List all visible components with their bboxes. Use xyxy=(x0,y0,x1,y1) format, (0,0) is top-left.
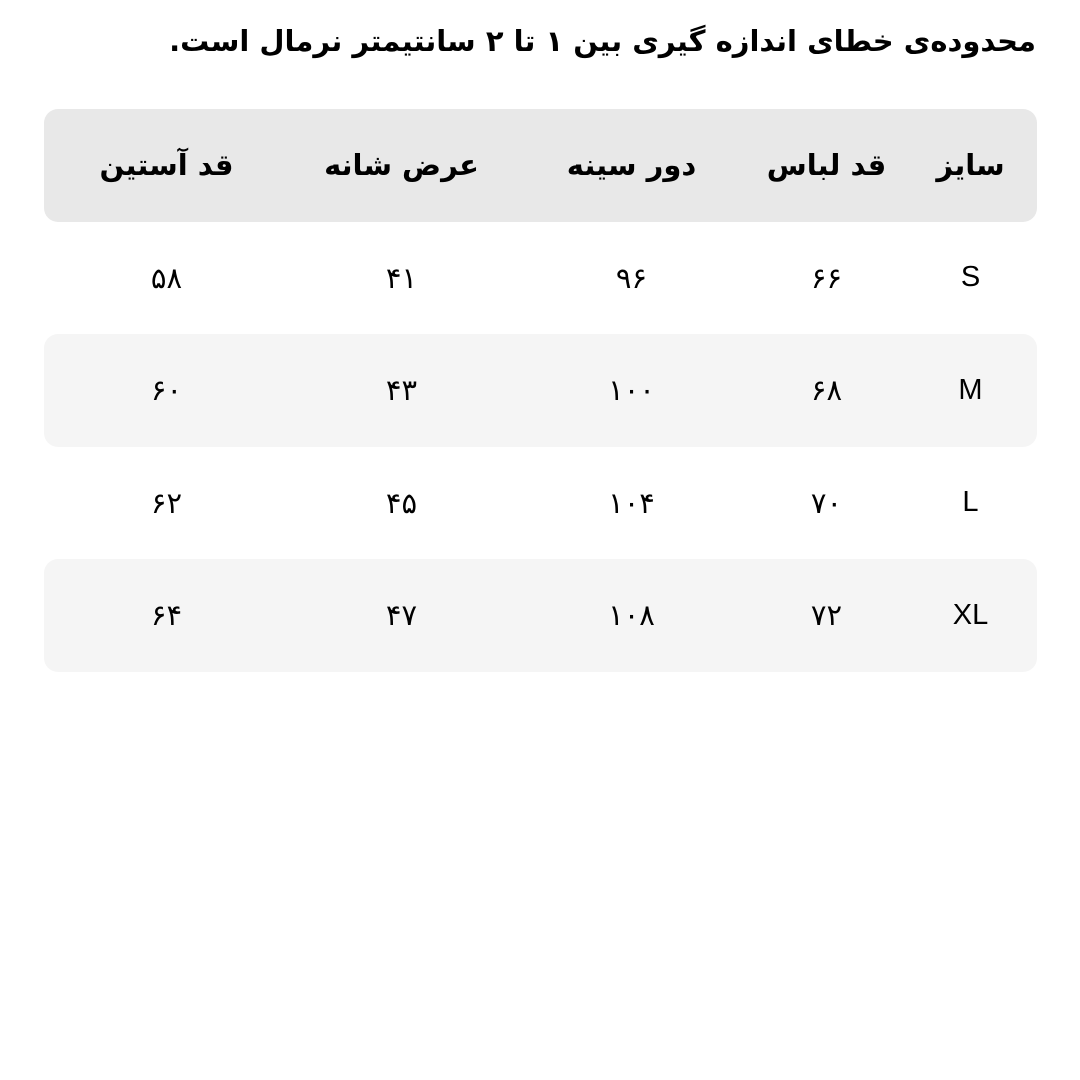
sleeve-length-value: ۶۲ xyxy=(150,485,183,520)
table-row xyxy=(44,222,1037,335)
header-garment-length: قد لباس xyxy=(766,148,887,183)
table-header-row xyxy=(44,109,1037,222)
size-value: M xyxy=(958,373,983,406)
chest-value: ۱۰۸ xyxy=(608,598,655,633)
table-row xyxy=(44,559,1037,672)
sleeve-length-value: ۵۸ xyxy=(150,260,183,295)
header-chest: دور سینه xyxy=(566,148,697,183)
sleeve-length-value: ۶۴ xyxy=(150,598,183,633)
shoulder-width-value: ۴۵ xyxy=(385,485,418,520)
garment-length-value: ۶۶ xyxy=(810,260,843,295)
chest-value: ۱۰۴ xyxy=(608,485,655,520)
garment-length-value: ۶۸ xyxy=(810,373,843,408)
header-shoulder-width: عرض شانه xyxy=(324,148,479,183)
shoulder-width-value: ۴۱ xyxy=(385,260,418,295)
shoulder-width-value: ۴۷ xyxy=(385,598,418,633)
measurement-error-note: محدوده‌ی خطای اندازه گیری بین ۱ تا ۲ سانتیمتر نرمال است. xyxy=(169,24,1036,58)
size-value: XL xyxy=(952,598,989,631)
size-chart-table xyxy=(44,109,1037,672)
chest-value: ۹۶ xyxy=(615,260,648,295)
garment-length-value: ۷۰ xyxy=(810,485,843,520)
size-value: L xyxy=(962,486,979,519)
sleeve-length-value: ۶۰ xyxy=(150,373,183,408)
shoulder-width-value: ۴۳ xyxy=(385,373,418,408)
table-row xyxy=(44,334,1037,447)
table-row xyxy=(44,447,1037,560)
header-size: سایز xyxy=(936,148,1005,183)
chest-value: ۱۰۰ xyxy=(608,373,655,408)
size-value: S xyxy=(960,261,981,294)
header-sleeve-length: قد آستین xyxy=(99,148,234,183)
garment-length-value: ۷۲ xyxy=(810,598,843,633)
